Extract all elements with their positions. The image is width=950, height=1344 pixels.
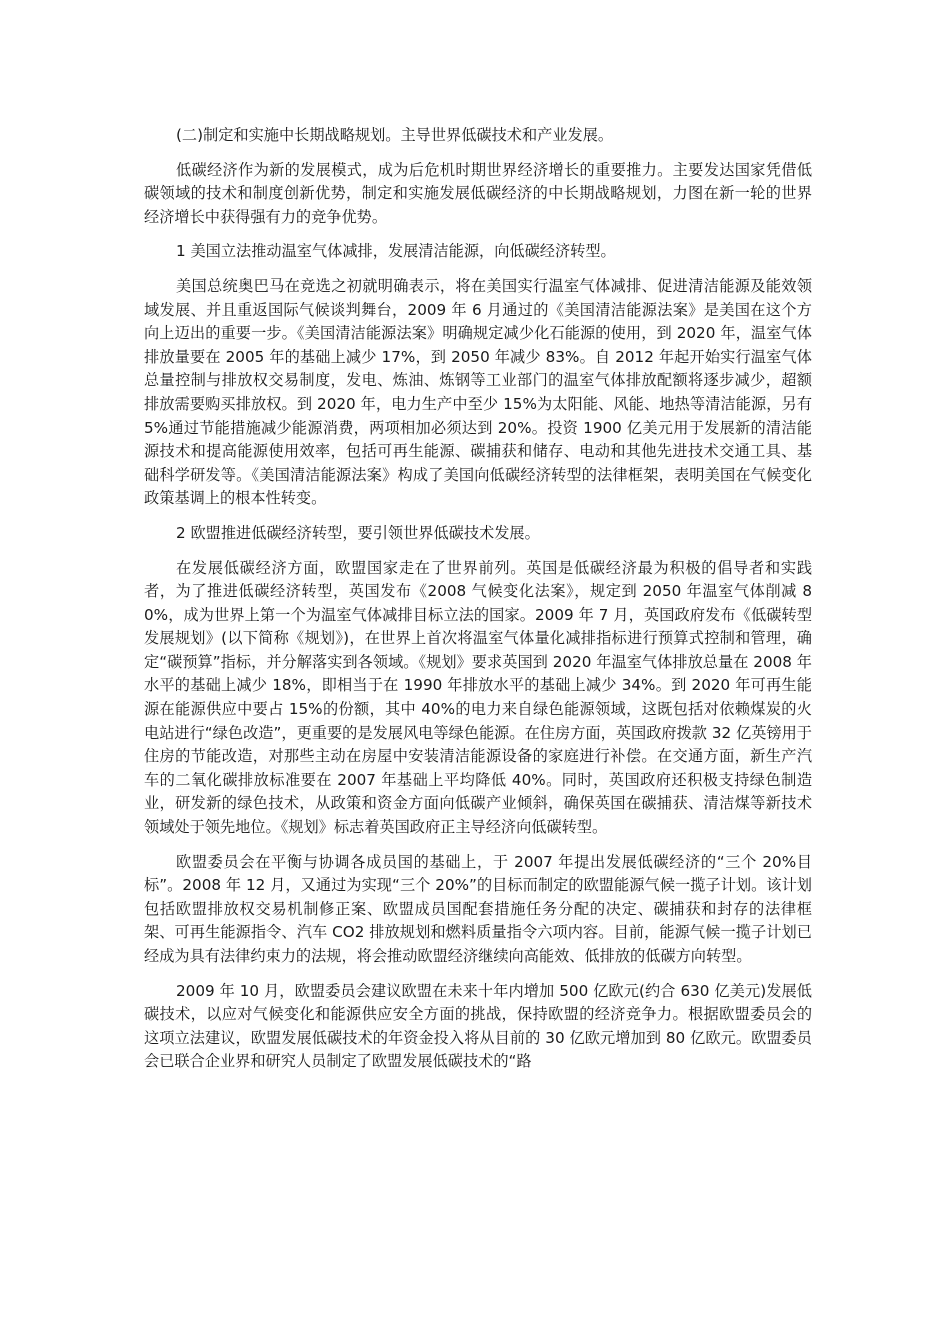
section-heading: (二)制定和实施中长期战略规划。主导世界低碳技术和产业发展。 <box>176 126 614 144</box>
subsection-heading-us: 1 美国立法推动温室气体减排，发展清洁能源，向低碳经济转型。 <box>176 242 616 261</box>
subsection-heading-eu: 2 欧盟推进低碳经济转型，要引领世界低碳技术发展。 <box>176 523 540 542</box>
document-body <box>144 124 812 1085</box>
body-paragraph: 欧盟委员会在平衡与协调各成员国的基础上，于 2007 年提出发展低碳经济的“三个 20%目标”。2008 年 12 月，又通过为实现“三个 20%”的目标而制定的欧盟能源气候一揽子计划。该计划包括欧盟排放权交易机制修正案、欧盟成员国配套措施任务分配的决定、碳捕获和封存的法律框架、可再生能源指令、汽车 CO2 排放规划和燃料质量指令六项内容。目前，能源气候一揽子计划已经成为具有法律约束力的法规，将会推动欧盟经济继续向高能效、低排放的低碳方向转型。 <box>144 852 812 965</box>
body-paragraph: 美国总统奥巴马在竞选之初就明确表示，将在美国实行温室气体减排、促进清洁能源及能效领域发展、并且重返国际气候谈判舞台，2009 年 6 月通过的《美国清洁能源法案》是美国在这个方向上迈出的重要一步。《美国清洁能源法案》明确规定减少化石能源的使用，到 2020 年，温室气体排放量要在 2005 年的基础上减少 17%，到 2050 年减少 83%。自 2012 年起开始实行温室气体总量控制与排放权交易制度，发电、炼油、炼钢等工业部门的温室气体排放配额将逐步减少，超额排放需要购买排放权。到 2020 年，电力生产中至少 15%为太阳能、风能、地热等清洁能源，另有 5%通过节能措施减少能源消费，两项相加必须达到 20%。投资 1900 亿美元用于发展新的清洁能源技术和提高能源使用效率，包括可再生能源、碳捕获和储存、电动和其他先进技术交通工具、基础科学研发等。《美国清洁能源法案》构成了美国向低碳经济转型的法律框架，表明美国在气候变化政策基调上的根本性转变。 <box>144 276 812 508</box>
body-paragraph: 2009 年 10 月，欧盟委员会建议欧盟在未来十年内增加 500 亿欧元(约合 630 亿美元)发展低碳技术，以应对气候变化和能源供应安全方面的挑战，保持欧盟的经济竞争力。根据欧盟委员会的这项立法建议，欧盟发展低碳技术的年资金投入将从目前的 30 亿欧元增加到 80 亿欧元。欧盟委员会已联合企业界和研究人员制定了欧盟发展低碳技术的“路 <box>144 981 812 1071</box>
body-paragraph: 在发展低碳经济方面，欧盟国家走在了世界前列。英国是低碳经济最为积极的倡导者和实践者，为了推进低碳经济转型，英国发布《2008 气候变化法案》，规定到 2050 年温室气体削减 80%，成为世界上第一个为温室气体减排目标立法的国家。2009 年 7 月，英国政府发布《低碳转型发展规划》(以下简称《规划》)，在世界上首次将温室气体量化减排指标进行预算式控制和管理，确定“碳预算”指标，并分解落实到各领域。《规划》要求英国到 2020 年温室气体排放总量在 2008 年水平的基础上减少 18%，即相当于在 1990 年排放水平的基础上减少 34%。到 2020 年可再生能源在能源供应中要占 15%的份额，其中 40%的电力来自绿色能源领域，这既包括对依赖煤炭的火电站进行“绿色改造”，更重要的是发展风电等绿色能源。在住房方面，英国政府拨款 32 亿英镑用于住房的节能改造，对那些主动在房屋中安装清洁能源设备的家庭进行补偿。在交通方面，新生产汽车的二氧化碳排放标准要在 2007 年基础上平均降低 40%。同时，英国政府还积极支持绿色制造业，研发新的绿色技术，从政策和资金方面向低碳产业倾斜，确保英国在碳捕获、清洁煤等新技术领域处于领先地位。《规划》标志着英国政府正主导经济向低碳转型。 <box>144 558 812 837</box>
body-paragraph: 低碳经济作为新的发展模式，成为后危机时期世界经济增长的重要推力。主要发达国家凭借低碳领域的技术和制度创新优势，制定和实施发展低碳经济的中长期战略规划，力图在新一轮的世界经济增长中获得强有力的竞争优势。 <box>144 160 812 226</box>
